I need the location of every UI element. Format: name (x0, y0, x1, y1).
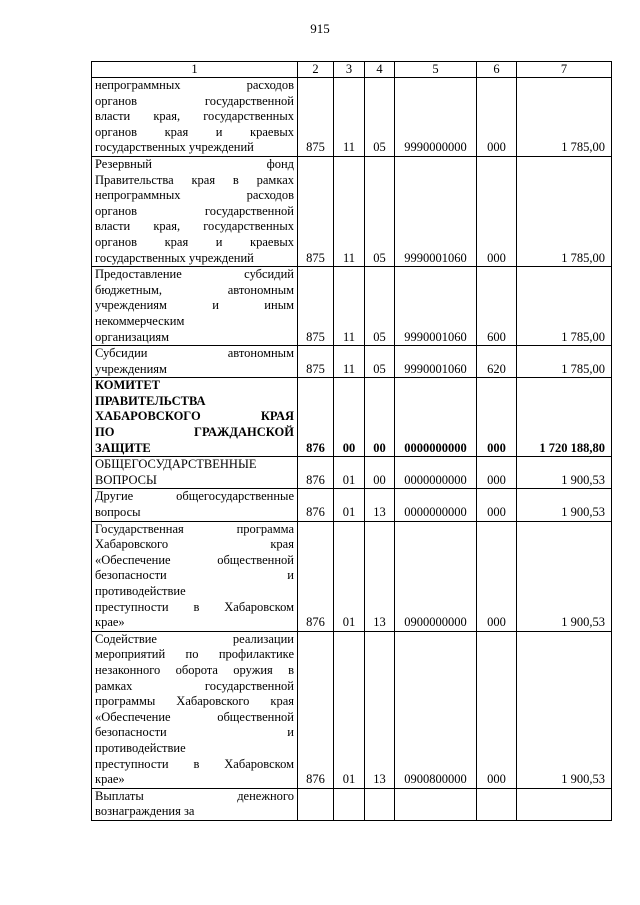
section-code-cell: 11 (334, 267, 365, 346)
subsection-code-cell (365, 788, 395, 820)
row-name-line: программы Хабаровского края (95, 694, 294, 709)
row-name-line: ВОПРОСЫ (95, 472, 157, 487)
admin-code-cell (298, 788, 334, 820)
amount-cell: 1 785,00 (517, 346, 612, 378)
row-name-line: Выплаты денежного (95, 788, 294, 803)
target-code-cell: 0000000000 (395, 378, 477, 457)
row-name-cell (92, 346, 298, 378)
amount-cell: 1 900,53 (517, 489, 612, 521)
row-name-line: власти края, государственных (95, 219, 294, 234)
amount-cell: 1 900,53 (517, 521, 612, 631)
admin-code-cell: 876 (298, 631, 334, 788)
subsection-code-cell: 05 (365, 267, 395, 346)
section-code-cell: 00 (334, 378, 365, 457)
target-code-cell: 9990000000 (395, 78, 477, 157)
row-name-line: ПО ГРАЖДАНСКОЙ (95, 425, 294, 440)
admin-code-cell: 875 (298, 346, 334, 378)
expense-type-cell: 000 (477, 521, 517, 631)
amount-cell (517, 788, 612, 820)
expense-type-cell: 000 (477, 78, 517, 157)
header-cell: 3 (334, 62, 365, 78)
row-name-line: организациям (95, 329, 170, 344)
subsection-code-cell: 05 (365, 346, 395, 378)
section-code-cell: 01 (334, 457, 365, 489)
row-name-line: ОБЩЕГОСУДАРСТВЕННЫЕ (95, 457, 257, 472)
expense-type-cell: 620 (477, 346, 517, 378)
expense-type-cell: 000 (477, 378, 517, 457)
target-code-cell (395, 788, 477, 820)
section-code-cell: 01 (334, 631, 365, 788)
section-code-cell: 01 (334, 521, 365, 631)
row-name-cell (92, 156, 298, 266)
row-name-line: непрограммных расходов (95, 78, 294, 92)
row-name-line: Субсидии автономным (95, 346, 294, 361)
table-header-row (92, 62, 612, 78)
row-name-line: государственных учреждений (95, 250, 254, 265)
row-name-line: Хабаровского края (95, 537, 294, 552)
row-name-cell (92, 788, 298, 820)
amount-cell: 1 785,00 (517, 156, 612, 266)
table-row (92, 631, 612, 788)
row-name-line: Предоставление субсидий (95, 267, 294, 282)
row-name-line: власти края, государственных (95, 109, 294, 124)
row-name-line: преступности в Хабаровском (95, 756, 294, 771)
admin-code-cell: 876 (298, 521, 334, 631)
table-row (92, 457, 612, 489)
table-row (92, 489, 612, 521)
subsection-code-cell: 00 (365, 457, 395, 489)
row-name-cell (92, 457, 298, 489)
page-number: 915 (310, 21, 330, 36)
row-name-line: органов государственной (95, 93, 294, 108)
row-name-line: государственных учреждений (95, 140, 254, 155)
row-name-line: непрограммных расходов (95, 188, 294, 203)
target-code-cell: 0000000000 (395, 489, 477, 521)
row-name-line: учреждениям и иным (95, 298, 294, 313)
admin-code-cell: 875 (298, 156, 334, 266)
row-name-line: «Обеспечение общественной (95, 552, 294, 567)
expense-type-cell: 000 (477, 156, 517, 266)
admin-code-cell: 876 (298, 378, 334, 457)
row-name-line: ЗАЩИТЕ (95, 440, 151, 455)
row-name-line: учреждениям (95, 361, 167, 376)
header-cell: 4 (365, 62, 395, 78)
admin-code-cell: 875 (298, 267, 334, 346)
section-code-cell (334, 788, 365, 820)
row-name-line: Правительства края в рамках (95, 172, 294, 187)
row-name-line: безопасности и (95, 725, 294, 740)
target-code-cell: 0900800000 (395, 631, 477, 788)
table-row (92, 267, 612, 346)
row-name-cell (92, 267, 298, 346)
row-name-cell (92, 521, 298, 631)
row-name-line: Содействие реализации (95, 631, 294, 646)
row-name-line: органов края и краевых (95, 124, 294, 139)
header-cell: 2 (298, 62, 334, 78)
budget-table (91, 61, 612, 821)
amount-cell: 1 900,53 (517, 631, 612, 788)
expense-type-cell: 000 (477, 457, 517, 489)
amount-cell: 1 900,53 (517, 457, 612, 489)
header-cell: 1 (92, 62, 298, 78)
target-code-cell: 0000000000 (395, 457, 477, 489)
subsection-code-cell: 13 (365, 489, 395, 521)
row-name-line: «Обеспечение общественной (95, 709, 294, 724)
row-name-line: вопросы (95, 505, 141, 520)
section-code-cell: 11 (334, 156, 365, 266)
amount-cell: 1 785,00 (517, 267, 612, 346)
row-name-line: безопасности и (95, 568, 294, 583)
table-row (92, 346, 612, 378)
header-cell: 5 (395, 62, 477, 78)
table-row (92, 378, 612, 457)
target-code-cell: 9990001060 (395, 156, 477, 266)
row-name-line: бюджетным, автономным (95, 282, 294, 297)
row-name-line: КОМИТЕТ (95, 378, 161, 393)
row-name-line: противодействие (95, 740, 186, 755)
section-code-cell: 11 (334, 346, 365, 378)
row-name-line: незаконного оборота оружия в (95, 662, 294, 677)
row-name-line: рамках государственной (95, 678, 294, 693)
amount-cell: 1 720 188,80 (517, 378, 612, 457)
row-name-line: противодействие (95, 584, 186, 598)
section-code-cell: 01 (334, 489, 365, 521)
row-name-line: Другие общегосударственные (95, 489, 294, 504)
row-name-line: ПРАВИТЕЛЬСТВА (95, 393, 206, 408)
admin-code-cell: 875 (298, 78, 334, 157)
row-name-line: мероприятий по профилактике (95, 647, 294, 662)
row-name-line: некоммерческим (95, 313, 185, 328)
expense-type-cell: 000 (477, 631, 517, 788)
row-name-line: органов края и краевых (95, 234, 294, 249)
row-name-line: преступности в Хабаровском (95, 599, 294, 614)
admin-code-cell: 876 (298, 457, 334, 489)
row-name-line: крае» (95, 772, 125, 787)
table-row (92, 788, 612, 820)
subsection-code-cell: 13 (365, 631, 395, 788)
subsection-code-cell: 05 (365, 156, 395, 266)
section-code-cell: 11 (334, 78, 365, 157)
row-name-cell (92, 378, 298, 457)
subsection-code-cell: 13 (365, 521, 395, 631)
table-row (92, 156, 612, 266)
subsection-code-cell: 00 (365, 378, 395, 457)
row-name-line: Резервный фонд (95, 156, 294, 171)
row-name-cell (92, 489, 298, 521)
header-cell: 7 (517, 62, 612, 78)
amount-cell: 1 785,00 (517, 78, 612, 157)
row-name-line: Государственная программа (95, 521, 294, 536)
target-code-cell: 9990001060 (395, 346, 477, 378)
target-code-cell: 9990001060 (395, 267, 477, 346)
row-name-cell (92, 78, 298, 157)
row-name-line: органов государственной (95, 203, 294, 218)
target-code-cell: 0900000000 (395, 521, 477, 631)
row-name-line: вознаграждения за (95, 804, 195, 819)
row-name-line: крае» (95, 615, 125, 630)
row-name-cell (92, 631, 298, 788)
table-row (92, 78, 612, 157)
expense-type-cell: 600 (477, 267, 517, 346)
expense-type-cell (477, 788, 517, 820)
expense-type-cell: 000 (477, 489, 517, 521)
admin-code-cell: 876 (298, 489, 334, 521)
table-row (92, 521, 612, 631)
header-cell: 6 (477, 62, 517, 78)
row-name-line: ХАБАРОВСКОГО КРАЯ (95, 409, 294, 424)
subsection-code-cell: 05 (365, 78, 395, 157)
